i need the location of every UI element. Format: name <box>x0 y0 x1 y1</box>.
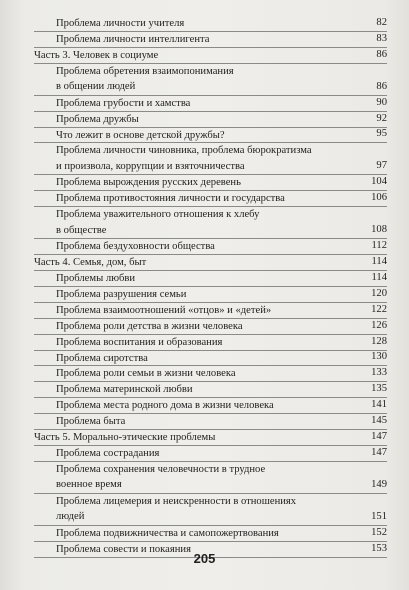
toc-entry-page: 97 <box>376 160 387 172</box>
toc-entry-title <box>56 494 387 525</box>
toc-entry-title-line: Проблема сострадания <box>56 448 160 460</box>
toc-entry-title-line: Проблема противостояния личности и государства <box>56 193 285 205</box>
toc-entry-page: 106 <box>371 192 387 204</box>
toc-entry-title <box>56 287 186 303</box>
toc-entry <box>34 351 387 367</box>
toc-entry-title-line: военное время <box>56 479 122 491</box>
toc-entry-title <box>56 446 159 462</box>
toc-entry-title <box>56 462 387 493</box>
toc-entry-page: 149 <box>371 478 387 490</box>
toc-section-heading <box>34 48 387 64</box>
toc-entry-title <box>56 143 387 174</box>
toc-entry-page: 86 <box>376 80 387 92</box>
toc-entry <box>34 446 387 462</box>
toc-entry-page: 147 <box>371 431 387 443</box>
toc-entry <box>34 175 387 191</box>
toc-entry-page: 135 <box>371 383 387 395</box>
toc-entry-page: 86 <box>376 48 387 60</box>
toc-entry <box>34 526 387 542</box>
toc-entry <box>34 382 387 398</box>
toc-entry-title <box>56 96 190 112</box>
toc-entry <box>34 96 387 112</box>
table-of-contents <box>34 16 387 558</box>
toc-entry-title-line: Проблема совести и покаяния <box>56 543 191 555</box>
toc-entry-page: 147 <box>371 447 387 459</box>
toc-entry-title-line: Проблема уважительного отношения к хлебу <box>56 209 260 221</box>
toc-entry <box>34 191 387 207</box>
toc-entry-title <box>34 430 215 446</box>
toc-entry <box>34 319 387 335</box>
toc-entry-title <box>34 255 146 271</box>
toc-entry <box>34 271 387 287</box>
toc-entry-title-line: Проблема грубости и хамства <box>56 97 191 109</box>
toc-entry-page: 95 <box>376 128 387 140</box>
toc-entry <box>34 303 387 319</box>
toc-entry-title <box>34 48 158 64</box>
toc-entry <box>34 494 387 526</box>
toc-entry-page: 141 <box>371 399 387 411</box>
toc-entry-page: 120 <box>371 287 387 299</box>
toc-entry <box>34 335 387 351</box>
toc-entry-title-line: Проблема обретения взаимопонимания <box>56 65 234 77</box>
toc-entry-page: 128 <box>371 335 387 347</box>
toc-entry-title <box>56 319 243 335</box>
toc-entry-title <box>56 335 222 351</box>
toc-entry <box>34 239 387 255</box>
toc-entry-title-line: Часть 5. Морально-этические проблемы <box>34 432 216 444</box>
toc-entry-title <box>56 382 193 398</box>
toc-entry-title-line: людей <box>56 511 85 523</box>
toc-entry <box>34 287 387 303</box>
toc-entry-page: 130 <box>371 351 387 363</box>
toc-section-heading <box>34 430 387 446</box>
toc-entry-title-line: Проблема сохранения человечности в трудное <box>56 464 266 476</box>
toc-entry <box>34 112 387 128</box>
toc-section-heading <box>34 255 387 271</box>
toc-entry-page: 82 <box>376 16 387 28</box>
toc-entry-title-line: Проблема вырождения русских деревень <box>56 177 241 189</box>
toc-entry-title <box>56 398 274 414</box>
toc-entry <box>34 207 387 239</box>
toc-entry-title <box>56 16 184 32</box>
toc-entry-title-line: Проблема места родного дома в жизни человека <box>56 400 274 412</box>
toc-entry-title <box>56 271 135 287</box>
toc-entry-title <box>56 128 225 144</box>
toc-entry-title-line: Проблема личности учителя <box>56 18 185 29</box>
toc-entry-title <box>56 351 148 367</box>
toc-entry-page: 108 <box>371 223 387 235</box>
toc-entry-page: 112 <box>371 239 387 251</box>
toc-entry-title-line: Проблема роли детства в жизни человека <box>56 320 243 332</box>
toc-entry-title-line: Часть 4. Семья, дом, быт <box>34 256 147 268</box>
toc-entry-title-line: Проблема материнской любви <box>56 384 193 396</box>
toc-entry-page: 92 <box>376 112 387 124</box>
toc-entry <box>34 128 387 144</box>
toc-entry-title-line: Часть 3. Человек в социуме <box>34 49 159 61</box>
toc-entry-page: 145 <box>371 415 387 427</box>
toc-entry-title <box>56 526 279 542</box>
toc-entry-page: 153 <box>371 542 387 554</box>
toc-entry-title-line: Проблема сиротства <box>56 352 148 364</box>
page-number: 205 <box>193 551 216 566</box>
toc-entry-title-line: Проблема воспитания и образования <box>56 336 223 348</box>
toc-entry-title-line: в обществе <box>56 224 107 236</box>
toc-entry-title-line: Проблема бездуховности общества <box>56 240 215 252</box>
toc-entry-title-line: Проблема роли семьи в жизни человека <box>56 368 236 380</box>
toc-entry-title-line: Проблема взаимоотношений «отцов» и «детей» <box>56 304 272 316</box>
toc-entry-title <box>56 191 285 207</box>
toc-entry-title <box>56 414 125 430</box>
toc-entry-page: 126 <box>371 319 387 331</box>
toc-entry-title-line: Проблема личности интеллигента <box>56 33 210 45</box>
toc-entry-title-line: в общении людей <box>56 81 136 93</box>
toc-entry <box>34 398 387 414</box>
toc-entry-page: 83 <box>376 32 387 44</box>
toc-entry-title <box>56 112 139 128</box>
toc-entry-page: 90 <box>376 96 387 108</box>
toc-entry-title-line: Проблемы любви <box>56 272 136 284</box>
toc-entry-title-line: Проблема разрушения семьи <box>56 288 187 300</box>
toc-entry-title <box>56 366 236 382</box>
toc-entry-title-line: Проблема дружбы <box>56 113 139 125</box>
toc-entry-title-line: Проблема личности чиновника, проблема бюрократизма <box>56 145 312 157</box>
toc-entry <box>34 143 387 175</box>
toc-entry-page: 114 <box>371 255 387 267</box>
toc-entry-title-line: и произвола, коррупции и взяточничества <box>56 160 245 172</box>
toc-entry-title <box>56 207 387 238</box>
toc-entry-title <box>56 239 215 255</box>
toc-entry <box>34 462 387 494</box>
toc-entry-title <box>56 303 271 319</box>
toc-entry-title-line: Проблема подвижничества и самопожертвования <box>56 527 279 539</box>
toc-entry-title <box>56 175 241 191</box>
toc-entry-title <box>56 32 209 48</box>
toc-entry-title <box>56 64 387 95</box>
toc-entry-page: 133 <box>371 367 387 379</box>
toc-entry <box>34 16 387 32</box>
toc-entry-page: 151 <box>371 510 387 522</box>
toc-entry <box>34 64 387 96</box>
toc-entry-page: 104 <box>371 176 387 188</box>
toc-entry-page: 114 <box>371 271 387 283</box>
toc-entry-page: 122 <box>371 303 387 315</box>
toc-entry-title-line: Что лежит в основе детской дружбы? <box>56 129 225 141</box>
toc-entry-title-line: Проблема быта <box>56 416 126 428</box>
toc-entry <box>34 414 387 430</box>
toc-entry-title-line: Проблема лицемерия и неискренности в отношениях <box>56 495 297 507</box>
toc-entry <box>34 32 387 48</box>
toc-entry-page: 152 <box>371 526 387 538</box>
toc-entry <box>34 366 387 382</box>
